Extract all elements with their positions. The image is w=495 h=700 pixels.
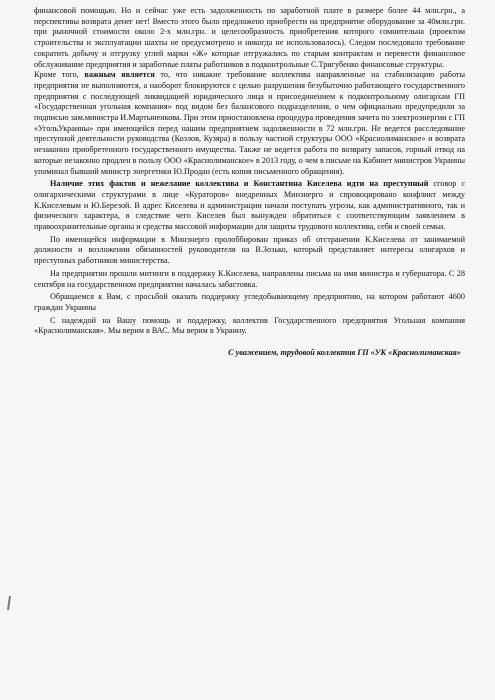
paragraph-appeal: Обращаемся к Вам, с просьбой оказать поддержку угледобывающему предприятию, на котором работают 4600 граждан Украины: [34, 292, 465, 312]
paragraph-financial-aid: финансовой помощью. Но и сейчас уже есть задолженность по заработной плате в размере более 44 млн.грн., а перспективы возврата денег нет! Вместо этого было предложено приобрести на предприятие оборудование за 40млн.грн. при рыночной стоимости около 2-х млн.грн. и целесообразность приобретения которого сомнительна (проектом строительства и эксплуатации шахты не предусмотрено и никогда не использовалось). Следом последовало требование сократить добычу и отгрузку углей марки «Ж» которые отгружались по старым контрактам и перевести финансовое обслуживание предприятия и заработные платы работников в подконтрольные С.Тригубенко финансовые структуры.: [34, 6, 465, 69]
paragraph-conspiracy-emphasis: Наличие этих фактов и нежелание коллектива и Константина Киселева идти на преступный: [50, 179, 429, 189]
paragraph-conspiracy-body: сговор с олигархическими структурами в лице «Кураторов» внедренных Минэнерго и спровоцировано конфликт между К.Киселевым и Ю.Березой. В адрес Киселева и администрации начали поступать угрозы, как административного, так и физического характера, в следствие чего Киселев был вынужден обратиться с соответствующим заявлением в правоохранительные органы и средства массовой информации для защиты трудового коллектива, себя и своей семьи.: [34, 179, 465, 232]
paragraph-rallies: На предприятии прошли митинги в поддержку К.Киселева, направлены письма на имя министра и губернатора. С 28 сентября на государственном предприятии началась забастовка.: [34, 268, 465, 289]
paragraph-conspiracy: [34, 179, 465, 233]
paragraph-demands-emphasis: важным является: [84, 70, 155, 80]
paragraph-demands-intro: Кроме того,: [34, 70, 85, 80]
paragraph-demands-body: то, что никакие требование коллектива направленные на стабилизацию работы предприятия не выполняются, а наоборот блокируются с целью разрушения безубыточно работающего государственного предприятия с последующей ликвидацией юридического лица и присоединением к подконтрольному олигархам ГП «Государственная угольная компания» под видом без балансового подразделения, о чем официально предупредили за подписью зам.министра И.Мартыненкова. При этом приостановлена процедура проведения зачета по электроэнергии с ГП «УгольУкраины» при имеющейся перед нашим предприятием задолженности в 72 млн.грн. Не ведется расследование преступной деятельности руководства (Козлов, Кузяра) в пользу частной структуры ООО «Краснолиманское» и возврата незаконно приобретенного государственного имущества. Также не ведется работа по возврату запасов, горный отвод на которые незаконно продлен в пользу ООО «Краснолиманское» в 2013 году, о чем в письме на Кабинет министров Украины упоминал бывший министр энергетики Ю.Продан (есть копия письменного обращения).: [34, 70, 466, 176]
paragraph-demands-blocked: [34, 70, 465, 177]
paragraph-ministry-order: По имеющейся информации в Минэнерго пролоббирован приказ об отстранении К.Киселева от занимаемой должности и возложении обязанностей руководителя на В.Зозько, который представляет интересы олигархов и преступных работников министерства.: [34, 234, 465, 266]
signature: С уважением, трудовой коллектив ГП «УК «Краснолиманская»: [228, 348, 461, 358]
paragraph-hope: С надеждой на Вашу помощь и поддержку, коллектив Государственного предприятия Угольная компания «Краснолиманская». Мы верим в ВАС. Мы верим в Украину.: [34, 315, 465, 336]
